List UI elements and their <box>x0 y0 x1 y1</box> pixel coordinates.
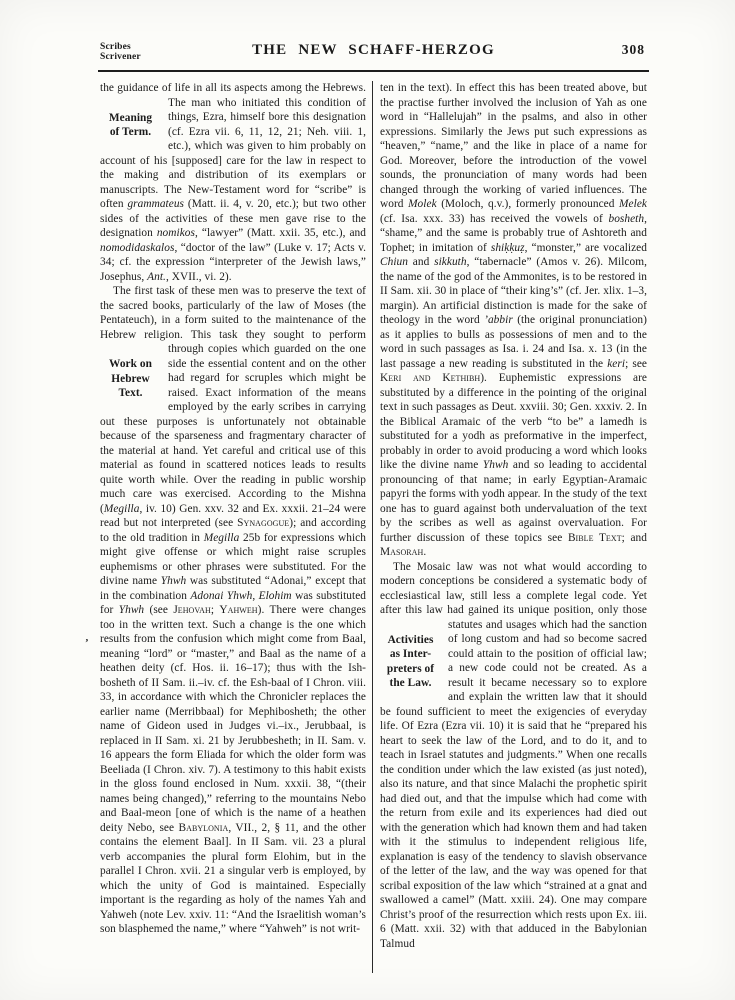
text-run: was substituted “Adonai,” except that in the combination <box>100 575 366 602</box>
text-run: Masorah <box>380 546 424 558</box>
text-run: , “doctor of the law” (Luke v. 17; Acts v. 34; cf. the expression “interpreter of the Jewish laws,” Josephus, <box>100 241 366 283</box>
text-run: ); and according to the old tradition in <box>100 517 366 544</box>
text-run: 25b for expressions which might give offense or which might raise scruples euphemisms or other phrases were substituted. For the divine name <box>100 531 366 587</box>
text-run: ). There were changes too in the written text. Such a change is the one which results from the confusion which might come from Baal, meaning “lord” or “master,” and Baal as the name of a heathen deity (cf. Hos. ii. 16–17); thus with the Ish-bosheth of II Sam. ii.–iv. cf. the Esh-baal of I Chron. viii. 33, in accordance with which the Chronicler replaces the earlier name (Merribbaal) for Mephibosheth; the other name of Gideon used in Judges vi.–ix., Jerubbaal, is replaced in II Sam. xi. 21 by Jerubbesheth; in II. Sam. v. 16 appears the form Eliada for which the older form was Beeliada (I Chron. xiv. 7). A testimony to this habit exists in the gloss found enclosed in Num. xxxii. 38, “(their names being changed),” referring to the mountains Nebo and Baal-meon [one of which is the name of a heathen deity Nebo, see <box>100 604 367 834</box>
text-run: ). Euphemistic expressions are substituted by a difference in the pointing of the original text in such passages as Deut. xxviii. 30; Gen. xxxiv. 2. In the Biblical Aramaic of the verb “to be” a lamedh is substituted for a yodh as preformative in the imperfect, probably in order to avoid producing a word which looks like the divine name <box>380 372 647 471</box>
text-run: grammateus <box>127 198 185 210</box>
text-run: was substituted for <box>100 589 366 616</box>
text-run: , “tabernacle” (Amos v. 26). Milcom, the name of the god of the Ammonites, is to be restored in II Sam. xii. 30 in place of “their king’s” (cf. Jer. xlix. 1–3, margin). An artificial distinction is made for the sake of theology in the word <box>380 256 647 326</box>
running-head-line-2: Scrivener <box>100 52 141 62</box>
text-run: , iv. 10) Gen. xxv. 32 and Ex. xxxii. 21–24 were read but not interpreted (see <box>100 502 366 529</box>
text-run: and so leading to accidental pronouncing of that name; in early Egyptian-Aramaic papyri the forms with yodh appear. In the study of the text one has to guard against both undervaluation of the text by the scribes as well as against overvaluation. For further discussion of these topics see <box>380 459 647 544</box>
text-run: (see <box>144 604 174 616</box>
text-run: sikkuth <box>434 256 467 268</box>
text-run: Jehovah <box>173 604 211 616</box>
left-column <box>100 81 366 973</box>
text-run: Adonai Yhwh <box>190 589 253 602</box>
paragraph <box>380 560 647 952</box>
paragraph <box>100 284 366 937</box>
text-columns <box>100 81 647 973</box>
text-run: the one side the essential content and on the other had regard for scruples which might be raised. Exact information of the means employed by the early scribes in carrying out these purposes is unfortunately not obtainable because of the sparseness and fragmentary character of the material at hand. Yet careful and critical use of this material as found in scattered notices leads to results quite worth while. Over the reading in public worship much care was exercised. According to the Mishna ( <box>100 343 366 515</box>
text-run: Megilla <box>203 531 240 544</box>
text-run: (Moloch, q.v.), formerly pronounced <box>436 198 620 210</box>
text-run: Keri and Kethibh <box>380 372 481 384</box>
text-run: (Matt. ii. 4, v. 20, etc.); but two other sides of the activities of these men gave rise to the designation <box>100 198 366 239</box>
text-run: Babylonia <box>178 821 229 834</box>
text-run: Melek <box>619 198 647 210</box>
text-run: bosheth <box>608 212 645 225</box>
text-run: nomodidaskalos <box>100 241 175 254</box>
text-run: Ant. <box>147 270 166 283</box>
text-run: Chiun <box>380 256 408 268</box>
text-run: the sanction of long custom and had so become sacred could attain to the position of official law; a new code could not be created. As a result it became necessary so to explore and explain the written law that it should be found sufficient to meet the exigencies of everyday life. Of Ezra (Ezra vii. 10) it is said that he “prepared his heart to seek the law of the Lord, and to do it, and to teach in Israel statutes and judgments.” When one recalls the condition under which the law existed (as just noted), also its nature, and that since Malachi the prophetic spirit had died out, and that the impulse which had come with the return from exile and its experiences had died out with the generation which had known them and had taken with it the stimulus to independent religious life, explanation is easy of the tendency to slavish observance of the letter of the law, and the way was opened for that scribal exposition of the law which “strained at a gnat and swallowed a camel” (Matt. xxiii. 24). One may compare Christ’s proof of the resurrection which rests upon Ex. iii. 6 (Matt. xxii. 32) with that adduced in the Babylonian Talmud <box>380 618 647 950</box>
page-title: THE NEW SCHAFF-HERZOG <box>252 42 495 58</box>
text-run: Megilla <box>103 502 140 515</box>
text-run: , “monster,” are vocalized <box>524 241 647 254</box>
stray-mark-artifact: ’ <box>85 637 89 649</box>
text-run: The Mosaic law was not what would according to modern conceptions be considered a systematic body of ecclesiastical law, still less a complete legal code. Yet after this law had gained its unique position, only those statutes and usages which had <box>380 560 647 631</box>
paragraph <box>380 81 647 560</box>
text-run: Yahweh <box>219 604 258 616</box>
column-divider <box>372 81 373 973</box>
text-run: nomikos <box>156 227 195 239</box>
right-column <box>380 81 647 973</box>
text-run: , “shame,” and the same is probably true of Ashtoreth and Tophet; in imitation of <box>380 212 647 254</box>
text-run: keri <box>607 357 626 370</box>
text-run: (the original pronunciation) as it applies to bulls as possessions of men and to the word in such passages as Isa. i. 24 and Isa. x. 13 (in the last passage a new reading is substituted in the <box>380 314 647 370</box>
text-run: Yhwh <box>118 604 145 616</box>
text-run: ; see <box>625 357 647 370</box>
text-run: The first task of these men was to preserve the text of the sacred books, particularly of the law of Moses (the Pentateuch), in a form suited to the maintenance of the Hebrew religion. This task they sought to perform through copies which guarded on <box>100 285 366 355</box>
text-run: , <box>252 589 259 602</box>
text-run: ; <box>210 604 220 616</box>
text-run: Yhwh <box>160 575 187 587</box>
text-run: , “lawyer” (Matt. xxii. 35, etc.), and <box>195 227 366 239</box>
text-run: ten in the text). In effect this has been treated above, but the practise further involved the inclusion of Yah as one word in “Hallelujah” in the psalms, and also in other expressions. Similarly the Jews put such expressions as “heaven,” “name,” and the like in place of a name for God. Moreover, before the introduction of the vowel sounds, the pronunciation of many words had been changed through the working of varied influences. The word <box>380 82 647 210</box>
text-run: (cf. Isa. xxx. 33) has received the vowels of <box>380 212 609 225</box>
text-run: ’abbir <box>484 314 513 326</box>
text-run: Molek <box>408 198 437 210</box>
header-rule <box>98 70 649 72</box>
margin-label: Work on Hebrew Text. <box>109 358 152 399</box>
text-run: . <box>423 546 427 558</box>
text-run: and <box>407 256 435 268</box>
running-head-line-1: Scribes <box>100 42 131 52</box>
paragraph <box>100 81 366 284</box>
text-run: Yhwh <box>482 459 509 471</box>
text-run: ; and <box>621 531 647 544</box>
margin-label: Meaning of Term. <box>108 111 153 138</box>
text-run: the guidance of life in all its aspects among the Hebrews. The man who initiated this condition of <box>100 82 366 109</box>
margin-label: Activities as Inter- preters of the Law. <box>386 633 435 689</box>
text-run: , XVII., vi. 2). <box>165 270 232 283</box>
text-run: Synagogue <box>237 517 290 529</box>
text-run: , VII., 2, § 11, and the other contains the element Baal]. In II Sam. vii. 23 a plural verb accompanies the plural form Elohim, but in the parallel I Chron. xvii. 21 a singular verb is employed, by which the unity of God is maintained. Especially important is the regarding as holy of the names Yah and Yahweh (note Lev. xxiv. 11: “And the Israelitish woman’s son blasphemed the name,” where “Yahweh” is not writ- <box>100 821 366 935</box>
text-run: Bible Text <box>567 531 622 544</box>
page-header <box>100 38 647 70</box>
page-number: 308 <box>621 42 645 57</box>
text-run: things, Ezra, himself bore this designation (cf. Ezra vii. 6, 11, 12, 21; Neh. viii. 1, etc.), which was given to him probably on account of his [supposed] care for the law in respect to the making and distribution of its exemplars or manuscripts. The New-Testament word for “scribe” is often <box>100 111 366 210</box>
text-run: Elohim <box>258 589 292 602</box>
text-run: shiḳḳuẓ <box>490 241 525 254</box>
